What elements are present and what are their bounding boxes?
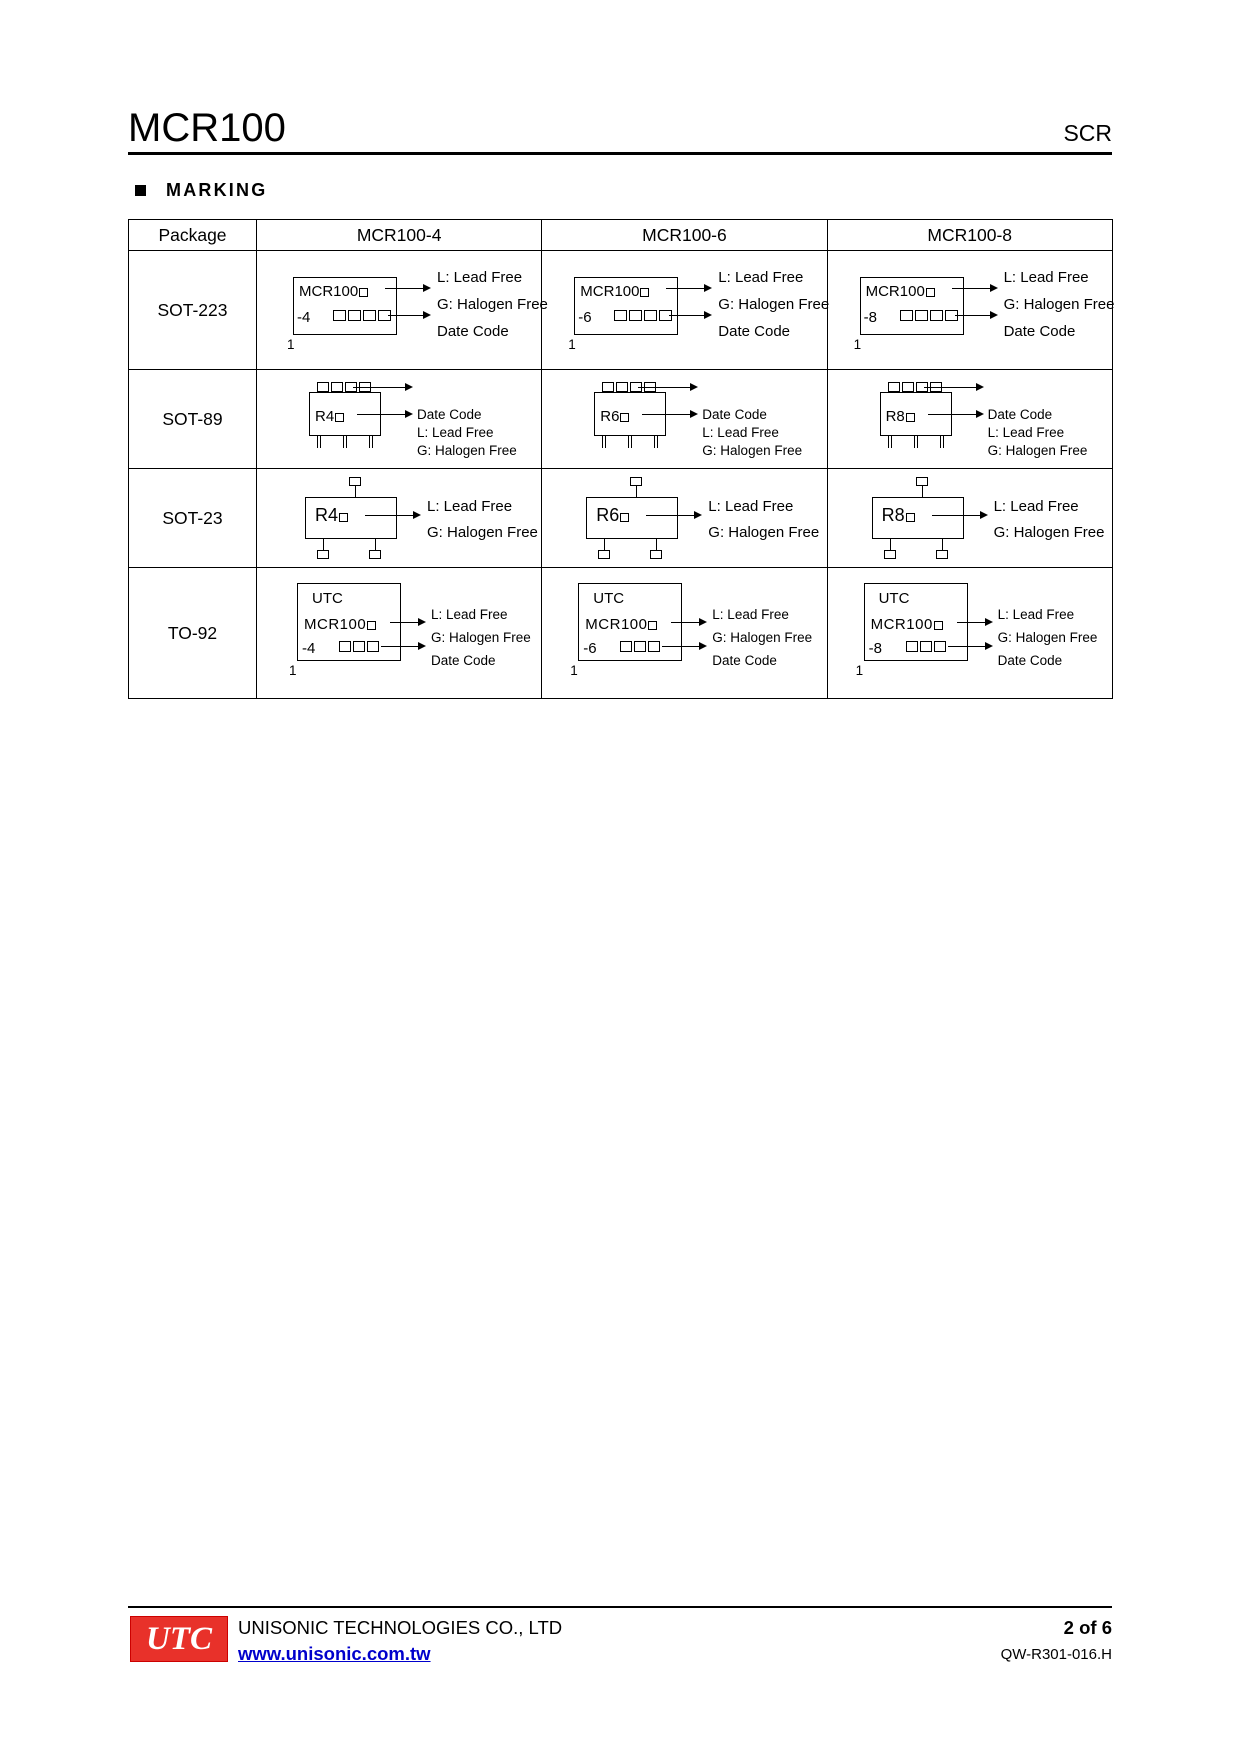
- pin-lead: [343, 436, 344, 448]
- callout-date-code: Date Code: [437, 323, 509, 340]
- page-title: MCR100: [128, 106, 286, 150]
- marking-square-icon: [926, 288, 935, 297]
- header-package: Package: [129, 220, 257, 251]
- pin-lead: [602, 436, 603, 448]
- leader-line: [666, 288, 704, 289]
- leader-line: [390, 622, 418, 623]
- pin-pad: [630, 477, 642, 486]
- body-marking-text: R4: [315, 507, 348, 524]
- pin-pad: [936, 550, 948, 559]
- pin-lead: [369, 436, 370, 448]
- leader-line: [385, 288, 423, 289]
- callout-lead-free: L: Lead Free: [702, 425, 779, 440]
- marking-square-icon: [906, 513, 915, 522]
- marking-square-icon: [620, 513, 629, 522]
- callout-lead-free: L: Lead Free: [437, 269, 523, 286]
- callout-lead-free: L: Lead Free: [427, 498, 513, 515]
- table-row: [129, 469, 1113, 568]
- pin-lead: [888, 436, 889, 448]
- date-code-pad: [920, 641, 932, 652]
- body-marking-text: MCR100: [866, 283, 935, 300]
- date-code-pad: [906, 641, 918, 652]
- leader-line: [928, 414, 976, 415]
- date-code-pad: [353, 641, 365, 652]
- leader-line: [948, 646, 985, 647]
- leader-arrow-icon: [690, 410, 698, 418]
- body-marking-text: MCR100: [304, 616, 376, 633]
- leader-arrow-icon: [413, 511, 421, 519]
- utc-logo: [130, 1616, 228, 1662]
- body-suffix-text: -4: [297, 309, 311, 326]
- callout-date-code: Date Code: [997, 653, 1063, 668]
- marking-cell-sot223-mcr100-6: [542, 251, 830, 370]
- pin-lead: [656, 539, 657, 550]
- leader-arrow-icon: [704, 311, 712, 319]
- date-code-pad: [614, 310, 627, 321]
- pin-pad: [317, 550, 329, 559]
- pin-pad: [916, 477, 928, 486]
- marking-square-icon: [648, 621, 657, 630]
- table-header-row: [129, 220, 1113, 251]
- leader-arrow-icon: [694, 511, 702, 519]
- leader-line: [365, 515, 413, 516]
- package-name-sot23: SOT-23: [129, 469, 257, 568]
- leader-arrow-icon: [699, 642, 707, 650]
- body-marking-text: R8: [882, 507, 915, 524]
- pin-lead: [914, 436, 915, 448]
- pin-lead: [375, 539, 376, 550]
- leader-arrow-icon: [990, 311, 998, 319]
- marking-square-icon: [359, 288, 368, 297]
- marking-cell-sot89-mcr100-4: [257, 370, 542, 469]
- date-code-pad: [363, 310, 376, 321]
- pin-lead: [890, 539, 891, 550]
- leader-line: [957, 622, 985, 623]
- leader-arrow-icon: [985, 618, 993, 626]
- header-device-type: SCR: [1063, 120, 1112, 146]
- callout-halogen-free: G: Halogen Free: [718, 296, 830, 313]
- marking-cell-to92-mcr100-4: [257, 568, 542, 699]
- callout-date-code: Date Code: [417, 407, 482, 422]
- header-mcr100-8: MCR100-8: [827, 220, 1112, 251]
- pin-lead: [346, 436, 347, 448]
- square-bullet-icon: [135, 185, 146, 196]
- leader-line: [932, 515, 980, 516]
- body-marking-text: R8: [886, 408, 915, 425]
- callout-halogen-free: G: Halogen Free: [417, 443, 517, 458]
- leader-arrow-icon: [699, 618, 707, 626]
- callout-lead-free: L: Lead Free: [431, 607, 508, 622]
- marking-square-icon: [335, 413, 344, 422]
- table-row: [129, 370, 1113, 469]
- pin-number-label: 1: [289, 663, 297, 678]
- package-name-sot89: SOT-89: [129, 370, 257, 469]
- callout-lead-free: L: Lead Free: [708, 498, 794, 515]
- callout-date-code: Date Code: [718, 323, 791, 340]
- callout-lead-free: L: Lead Free: [417, 425, 494, 440]
- top-pad: [602, 382, 614, 392]
- date-code-pad: [348, 310, 361, 321]
- marking-square-icon: [934, 621, 943, 630]
- body-marking-text: MCR100: [299, 283, 368, 300]
- pin-lead: [372, 436, 373, 448]
- date-code-pad: [367, 641, 379, 652]
- body-suffix-text: -8: [863, 309, 877, 326]
- body-marking-text: MCR100: [580, 283, 649, 300]
- callout-halogen-free: G: Halogen Free: [708, 524, 820, 541]
- pin-pad: [369, 550, 381, 559]
- marking-cell-sot223-mcr100-4: [257, 251, 548, 370]
- callout-lead-free: L: Lead Free: [987, 425, 1065, 440]
- body-suffix-text: -6: [578, 309, 592, 326]
- pin-lead: [940, 436, 941, 448]
- leader-arrow-icon: [423, 284, 431, 292]
- body-marking-text: R6: [600, 408, 629, 425]
- footer-page-number: 2 of 6: [1063, 1617, 1112, 1638]
- top-pad: [331, 382, 343, 392]
- leader-arrow-icon: [418, 618, 426, 626]
- top-pad: [317, 382, 329, 392]
- pin-number-label: 1: [570, 663, 578, 678]
- marking-square-icon: [620, 413, 629, 422]
- marking-cell-sot89-mcr100-8: [827, 370, 1112, 469]
- leader-arrow-icon: [985, 642, 993, 650]
- pin-lead: [317, 436, 318, 448]
- pin-lead: [355, 486, 356, 497]
- callout-halogen-free: G: Halogen Free: [427, 524, 538, 541]
- top-pad: [616, 382, 628, 392]
- header-mcr100-6: MCR100-6: [542, 220, 827, 251]
- pin-number-label: 1: [568, 337, 576, 352]
- pin-pad: [884, 550, 896, 559]
- marking-square-icon: [640, 288, 649, 297]
- marking-square-icon: [367, 621, 376, 630]
- leader-line: [646, 515, 694, 516]
- leader-arrow-icon: [405, 410, 413, 418]
- date-code-pad: [333, 310, 346, 321]
- section-heading: [135, 180, 267, 201]
- package-name-sot223: SOT-223: [129, 251, 257, 370]
- callout-halogen-free: G: Halogen Free: [437, 296, 548, 313]
- leader-line: [353, 387, 405, 388]
- date-code-pad: [644, 310, 657, 321]
- pin-lead: [917, 436, 918, 448]
- brand-text: UTC: [593, 590, 625, 607]
- body-suffix-text: -8: [868, 640, 882, 657]
- footer-divider: [128, 1606, 1112, 1608]
- pin-lead: [631, 436, 632, 448]
- marking-square-icon: [906, 413, 915, 422]
- brand-text: UTC: [312, 590, 343, 607]
- marking-cell-sot223-mcr100-8: [827, 251, 1115, 370]
- pin-pad: [598, 550, 610, 559]
- marking-cell-sot89-mcr100-6: [542, 370, 827, 469]
- pin-lead: [654, 436, 655, 448]
- pin-lead: [320, 436, 321, 448]
- leader-line: [642, 414, 690, 415]
- pin-lead: [604, 539, 605, 550]
- marking-square-icon: [339, 513, 348, 522]
- callout-lead-free: L: Lead Free: [712, 607, 789, 622]
- package-name-to92: TO-92: [129, 568, 257, 699]
- table-row: [129, 568, 1113, 699]
- brand-text: UTC: [878, 590, 910, 607]
- header-mcr100-4: MCR100-4: [257, 220, 542, 251]
- date-code-pad: [634, 641, 646, 652]
- marking-cell-to92-mcr100-8: [827, 568, 1112, 699]
- date-code-pad: [934, 641, 946, 652]
- pin-lead: [628, 436, 629, 448]
- callout-date-code: Date Code: [1003, 323, 1076, 340]
- leader-line: [955, 315, 990, 316]
- date-code-pad: [900, 310, 913, 321]
- leader-arrow-icon: [405, 383, 413, 391]
- pin-lead: [636, 486, 637, 497]
- callout-halogen-free: G: Halogen Free: [702, 443, 803, 458]
- date-code-pad: [629, 310, 642, 321]
- table-row: [129, 251, 1113, 370]
- body-suffix-text: -6: [583, 640, 597, 657]
- marking-cell-sot23-mcr100-8: [827, 469, 1112, 568]
- utc-logo-text: UTC: [146, 1621, 212, 1657]
- callout-lead-free: L: Lead Free: [997, 607, 1075, 622]
- leader-arrow-icon: [976, 383, 984, 391]
- marking-cell-sot23-mcr100-6: [542, 469, 827, 568]
- pin-lead: [942, 539, 943, 550]
- leader-arrow-icon: [418, 642, 426, 650]
- pin-lead: [922, 486, 923, 497]
- body-suffix-text: -4: [302, 640, 316, 657]
- body-marking-text: MCR100: [871, 616, 943, 633]
- leader-line: [638, 387, 690, 388]
- callout-date-code: Date Code: [702, 407, 767, 422]
- callout-halogen-free: G: Halogen Free: [997, 630, 1098, 645]
- footer-document-id: QW-R301-016.H: [1000, 1646, 1112, 1663]
- leader-line: [381, 646, 418, 647]
- pin-lead: [323, 539, 324, 550]
- leader-line: [662, 646, 699, 647]
- top-pad: [888, 382, 900, 392]
- body-marking-text: MCR100: [585, 616, 657, 633]
- footer-website-link[interactable]: www.unisonic.com.tw: [238, 1643, 431, 1664]
- section-title: MARKING: [166, 180, 268, 200]
- body-marking-text: R4: [315, 408, 344, 425]
- pin-number-label: 1: [853, 337, 862, 352]
- callout-halogen-free: G: Halogen Free: [712, 630, 813, 645]
- leader-line: [669, 315, 704, 316]
- leader-arrow-icon: [990, 284, 998, 292]
- pin-pad: [650, 550, 662, 559]
- leader-arrow-icon: [423, 311, 431, 319]
- pin-number-label: 1: [287, 337, 295, 352]
- body-marking-text: R6: [596, 507, 629, 524]
- date-code-pad: [915, 310, 928, 321]
- callout-halogen-free: G: Halogen Free: [987, 443, 1088, 458]
- pin-lead: [605, 436, 606, 448]
- leader-line: [357, 414, 405, 415]
- date-code-pad: [648, 641, 660, 652]
- callout-halogen-free: G: Halogen Free: [431, 630, 531, 645]
- pin-lead: [891, 436, 892, 448]
- pin-lead: [943, 436, 944, 448]
- marking-cell-to92-mcr100-6: [542, 568, 827, 699]
- callout-date-code: Date Code: [987, 407, 1053, 422]
- pin-pad: [349, 477, 361, 486]
- callout-date-code: Date Code: [712, 653, 777, 668]
- callout-date-code: Date Code: [431, 653, 496, 668]
- pin-number-label: 1: [855, 663, 864, 678]
- pin-lead: [657, 436, 658, 448]
- leader-line: [952, 288, 990, 289]
- date-code-pad: [339, 641, 351, 652]
- leader-arrow-icon: [704, 284, 712, 292]
- date-code-pad: [620, 641, 632, 652]
- callout-lead-free: L: Lead Free: [718, 269, 804, 286]
- callout-halogen-free: G: Halogen Free: [993, 524, 1105, 541]
- marking-cell-sot23-mcr100-4: [257, 469, 542, 568]
- leader-arrow-icon: [976, 410, 984, 418]
- leader-line: [388, 315, 423, 316]
- leader-arrow-icon: [690, 383, 698, 391]
- callout-halogen-free: G: Halogen Free: [1003, 296, 1115, 313]
- top-pad: [902, 382, 914, 392]
- leader-line: [924, 387, 976, 388]
- leader-arrow-icon: [980, 511, 988, 519]
- date-code-pad: [930, 310, 943, 321]
- callout-lead-free: L: Lead Free: [993, 498, 1079, 515]
- marking-table: [128, 219, 1113, 699]
- leader-line: [671, 622, 699, 623]
- callout-lead-free: L: Lead Free: [1003, 269, 1089, 286]
- footer-company-name: UNISONIC TECHNOLOGIES CO., LTD: [238, 1617, 563, 1638]
- page-header: [128, 100, 1112, 155]
